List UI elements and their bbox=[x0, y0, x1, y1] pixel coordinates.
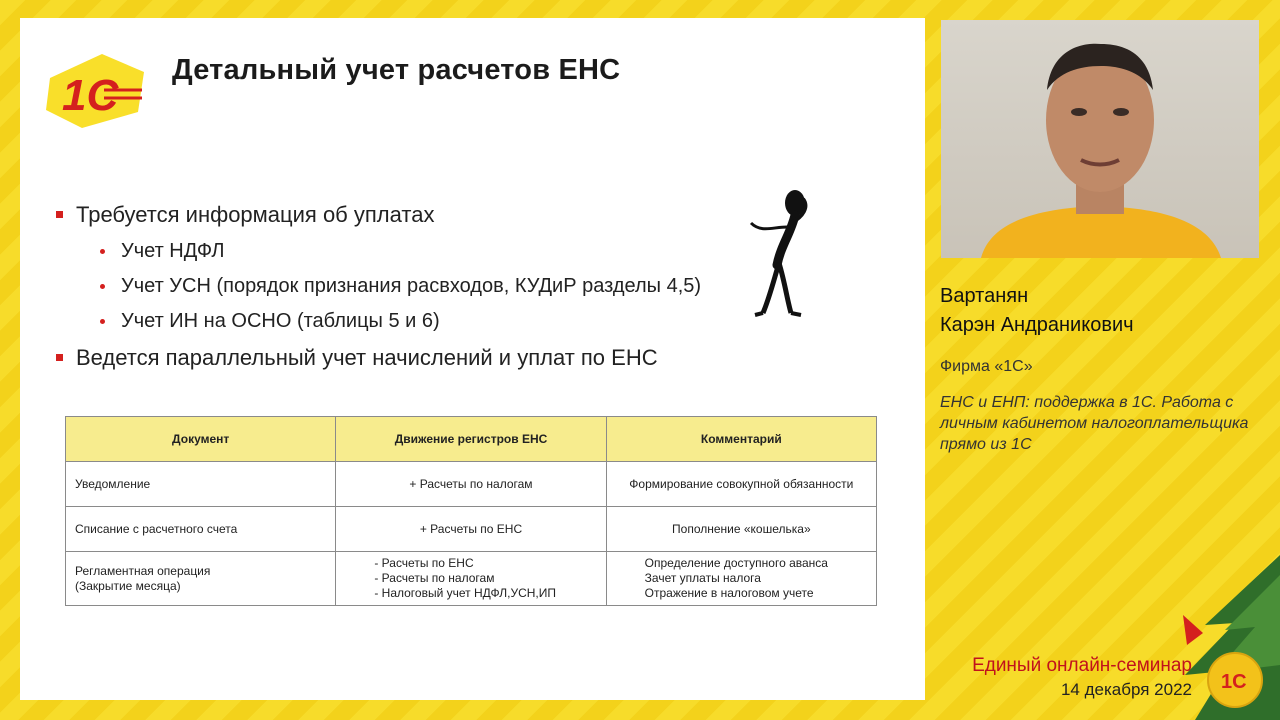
table-cell: + Расчеты по налогам bbox=[336, 462, 606, 507]
bullet-dot-icon bbox=[100, 249, 105, 254]
svg-text:1C: 1C bbox=[1221, 671, 1247, 693]
cell-line: - Налоговый учет НДФЛ,УСН,ИП bbox=[374, 586, 556, 600]
speaker-video bbox=[941, 20, 1259, 258]
thinking-figure-icon bbox=[743, 183, 825, 323]
table-cell: Списание с расчетного счета bbox=[66, 507, 336, 552]
table-header-row bbox=[66, 417, 877, 462]
table-cell bbox=[606, 552, 876, 606]
event-date: 14 декабря 2022 bbox=[1060, 680, 1192, 699]
bullet-square-icon bbox=[56, 211, 63, 218]
sub-bullet-text: Учет ИН на ОСНО (таблицы 5 и 6) bbox=[121, 310, 440, 332]
cell-line: - Расчеты по налогам bbox=[374, 571, 495, 585]
cell-line: - Расчеты по ЕНС bbox=[374, 556, 474, 570]
bullet-text: Ведется параллельный учет начислений и уплат по ЕНС bbox=[76, 345, 658, 370]
svg-text:1C: 1C bbox=[62, 71, 119, 120]
table-row bbox=[66, 552, 877, 606]
registers-table bbox=[65, 416, 877, 606]
speaker-name-line1: Вартанян bbox=[940, 285, 1029, 307]
sub-bullet-text: Учет УСН (порядок признания расвходов, КУДиР разделы 4,5) bbox=[121, 275, 702, 297]
1c-logo bbox=[42, 50, 152, 130]
bullet-item bbox=[54, 345, 914, 371]
table-cell: + Расчеты по ЕНС bbox=[336, 507, 606, 552]
speaker-name-line2: Карэн Андраникович bbox=[940, 314, 1134, 336]
cell-text: Регламентная операция (Закрытие месяца) bbox=[75, 563, 211, 593]
table-row bbox=[66, 507, 877, 552]
column-header: Движение регистров ЕНС bbox=[336, 417, 606, 462]
bullet-dot-icon bbox=[100, 319, 105, 324]
bullet-dot-icon bbox=[100, 284, 105, 289]
event-label bbox=[972, 655, 1192, 700]
cell-line: Отражение в налоговом учете bbox=[644, 586, 814, 600]
table-cell: Формирование совокупной обязанности bbox=[606, 462, 876, 507]
table-cell bbox=[336, 552, 606, 606]
table-cell: Уведомление bbox=[66, 462, 336, 507]
speaker-info bbox=[940, 282, 1260, 455]
event-name: Единый онлайн-семинар bbox=[972, 655, 1192, 676]
cell-line: Определение доступного аванса bbox=[644, 556, 828, 570]
speaker-company: Фирма «1С» bbox=[940, 358, 1033, 375]
webinar-topic: ЕНС и ЕНП: поддержка в 1С. Работа с личным кабинетом налогоплательщика прямо из 1С bbox=[940, 394, 1249, 453]
bullet-text: Требуется информация об уплатах bbox=[76, 202, 435, 227]
bullet-square-icon bbox=[56, 354, 63, 361]
sub-bullet-text: Учет НДФЛ bbox=[121, 240, 225, 262]
table-row bbox=[66, 462, 877, 507]
cell-line: Зачет уплаты налога bbox=[644, 571, 761, 585]
presentation-slide bbox=[20, 18, 925, 700]
speaker-portrait-icon bbox=[941, 20, 1259, 258]
table-cell: Пополнение «кошелька» bbox=[606, 507, 876, 552]
slide-title: Детальный учет расчетов ЕНС bbox=[172, 54, 621, 86]
table-cell bbox=[66, 552, 336, 606]
column-header: Документ bbox=[66, 417, 336, 462]
column-header: Комментарий bbox=[606, 417, 876, 462]
